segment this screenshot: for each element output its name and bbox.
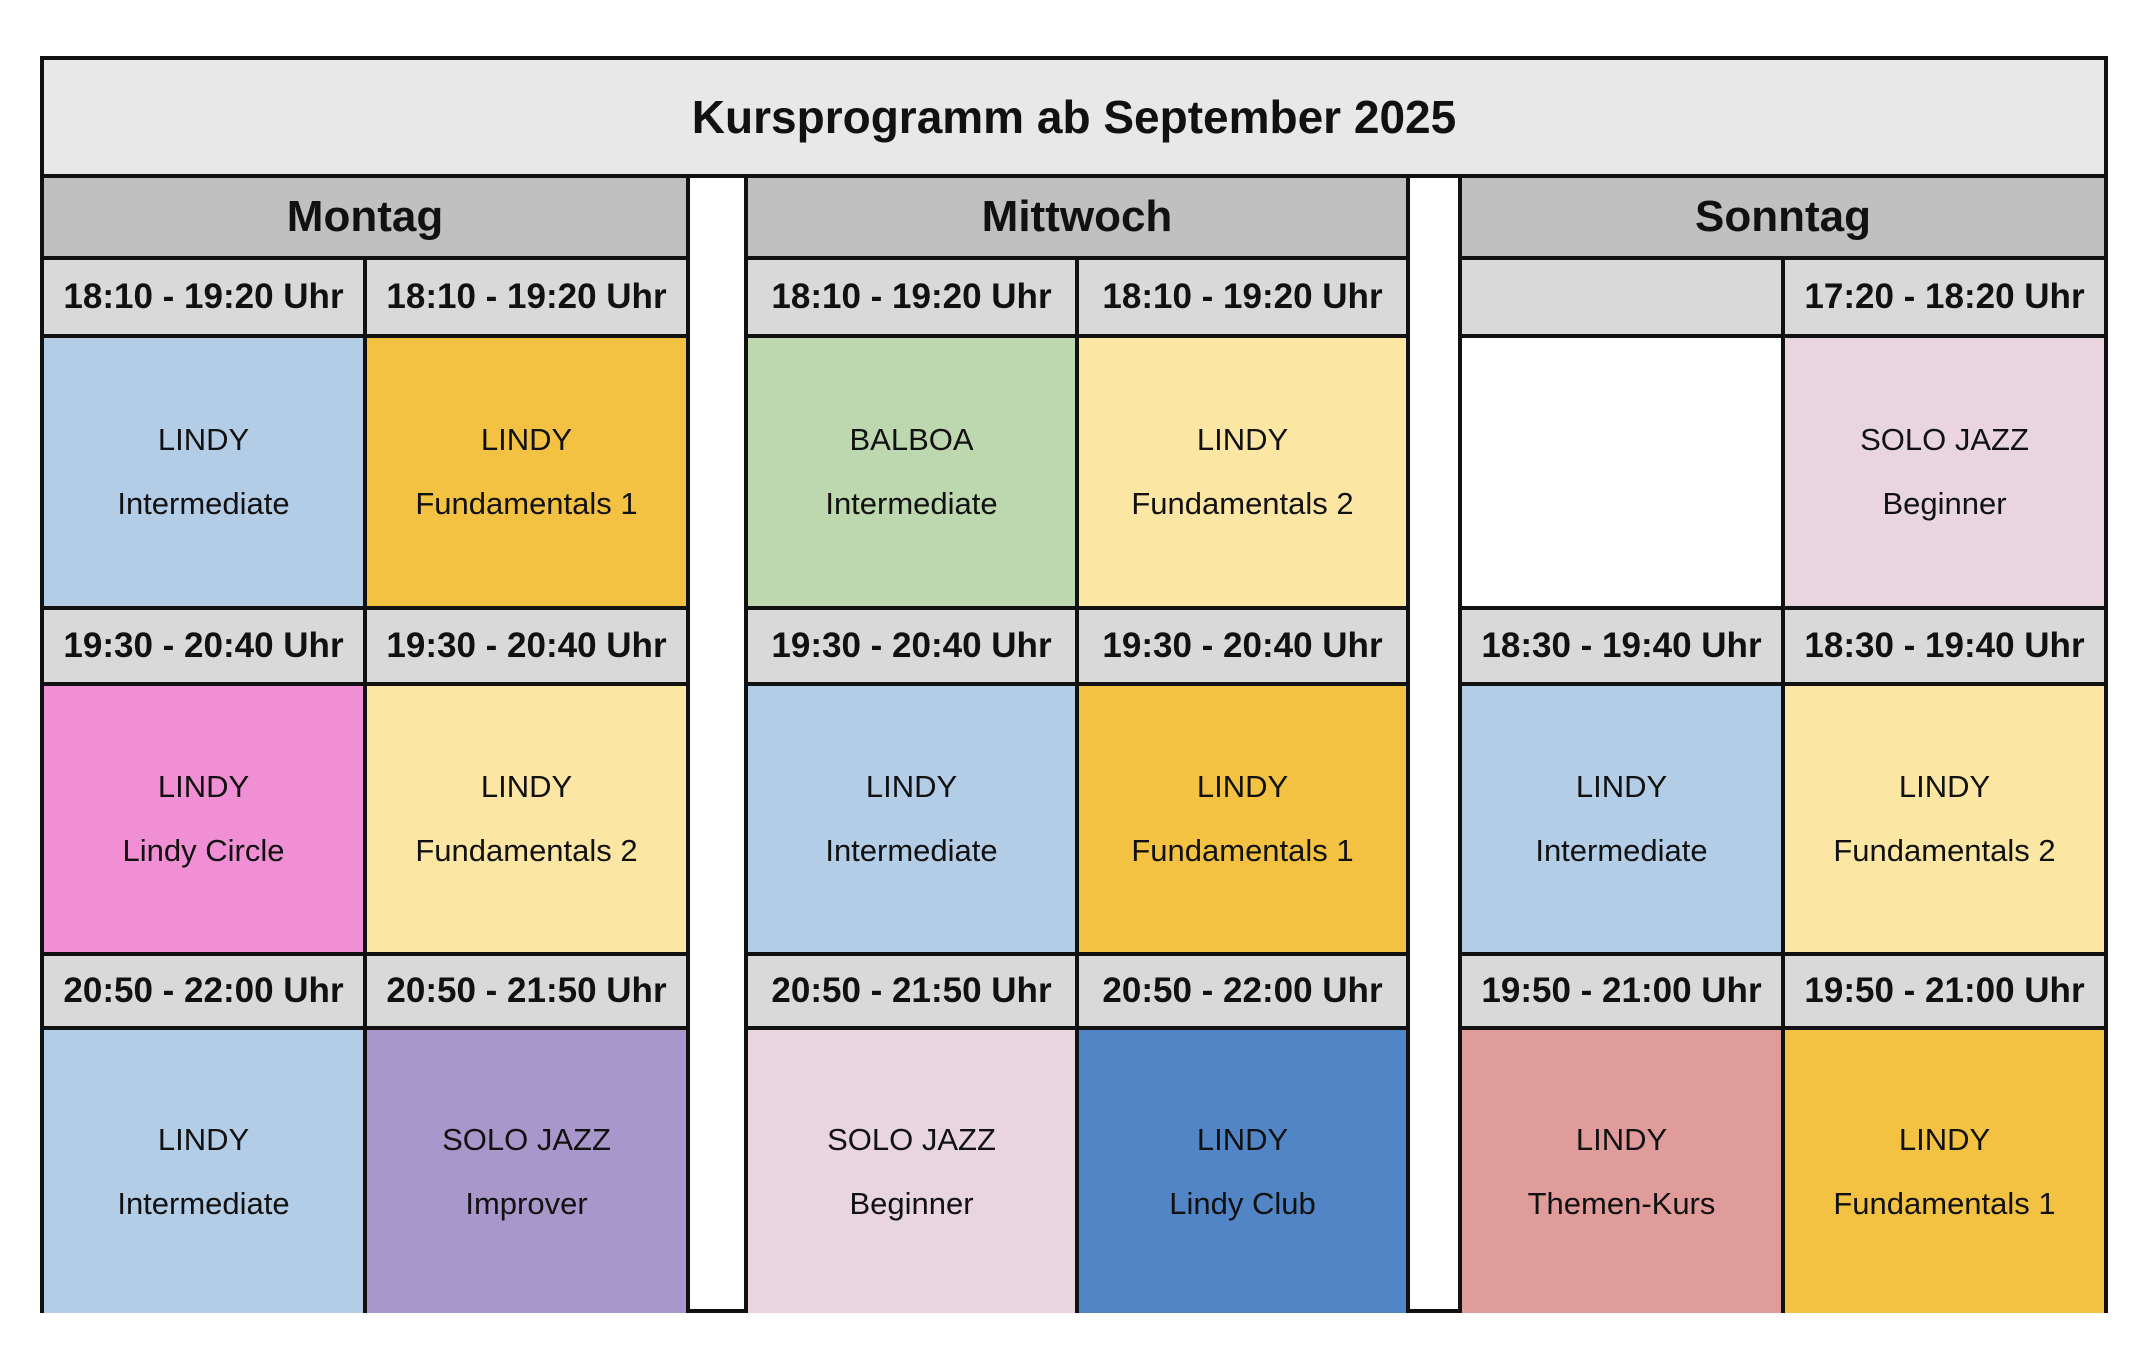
time-slot: 20:50 - 21:50 Uhr [367, 956, 686, 1030]
column-divider [1781, 260, 1785, 1313]
course-style: LINDY [1575, 769, 1668, 804]
empty-slot [1462, 338, 1781, 610]
course-card [44, 338, 363, 610]
time-slot: 18:10 - 19:20 Uhr [44, 260, 363, 338]
course-card [1785, 338, 2104, 610]
time-slot: 19:50 - 21:00 Uhr [1462, 956, 1781, 1030]
course-style: LINDY [1575, 1121, 1668, 1157]
course-level: Intermediate [117, 486, 290, 521]
time-slot: 19:30 - 20:40 Uhr [367, 610, 686, 686]
course-level: Fundamentals 1 [1833, 1185, 2056, 1221]
course-style: SOLO JAZZ [1860, 422, 2029, 457]
day-heading: Montag [44, 178, 686, 260]
column-divider [363, 260, 367, 1313]
course-card [1785, 1030, 2104, 1313]
course-card [1079, 686, 1406, 956]
course-style: SOLO JAZZ [827, 1121, 996, 1157]
course-level: Intermediate [1535, 833, 1708, 868]
day-column-sonntag [1462, 178, 2104, 1313]
course-card [367, 338, 686, 610]
course-style: LINDY [1898, 1121, 1991, 1157]
time-slot: 18:30 - 19:40 Uhr [1785, 610, 2104, 686]
course-style: LINDY [480, 769, 573, 804]
course-level: Fundamentals 2 [1833, 833, 2056, 868]
course-style: SOLO JAZZ [442, 1121, 611, 1157]
course-level: Beginner [849, 1185, 974, 1221]
course-level: Fundamentals 1 [415, 486, 638, 521]
time-slot: 20:50 - 22:00 Uhr [1079, 956, 1406, 1030]
course-card [1079, 1030, 1406, 1313]
course-style: LINDY [480, 422, 573, 457]
course-style: LINDY [157, 422, 250, 457]
day-heading: Sonntag [1462, 178, 2104, 260]
day-column-montag [44, 178, 686, 1313]
time-slot: 19:30 - 20:40 Uhr [748, 610, 1075, 686]
time-slot: 19:30 - 20:40 Uhr [44, 610, 363, 686]
time-slot: 19:30 - 20:40 Uhr [1079, 610, 1406, 686]
course-card [748, 1030, 1075, 1313]
course-level: Fundamentals 2 [1131, 486, 1354, 521]
day-border [1458, 178, 1462, 1313]
course-level: Themen-Kurs [1527, 1185, 1716, 1221]
time-slot: 19:50 - 21:00 Uhr [1785, 956, 2104, 1030]
course-level: Intermediate [825, 833, 998, 868]
course-card [748, 686, 1075, 956]
course-level: Lindy Club [1169, 1185, 1316, 1221]
course-style: LINDY [1196, 1121, 1289, 1157]
time-slot: 20:50 - 22:00 Uhr [44, 956, 363, 1030]
column-divider [1075, 260, 1079, 1313]
time-slot: 18:30 - 19:40 Uhr [1462, 610, 1781, 686]
day-heading: Mittwoch [748, 178, 1406, 260]
course-level: Beginner [1882, 486, 2007, 521]
day-border [1406, 178, 1410, 1313]
time-slot: 20:50 - 21:50 Uhr [748, 956, 1075, 1030]
course-card [1462, 686, 1781, 956]
course-card [1462, 1030, 1781, 1313]
schedule-title: Kursprogramm ab September 2025 [44, 60, 2104, 178]
course-level: Lindy Circle [122, 833, 285, 868]
course-style: BALBOA [849, 422, 974, 457]
course-level: Intermediate [117, 1185, 290, 1221]
time-slot [1462, 260, 1781, 338]
course-card [1785, 686, 2104, 956]
course-style: LINDY [157, 769, 250, 804]
course-level: Improver [465, 1185, 588, 1221]
course-level: Intermediate [825, 486, 998, 521]
course-level: Fundamentals 2 [415, 833, 638, 868]
schedule-frame [40, 56, 2108, 1313]
course-level: Fundamentals 1 [1131, 833, 1354, 868]
course-card [748, 338, 1075, 610]
course-card [44, 686, 363, 956]
course-card [1079, 338, 1406, 610]
course-style: LINDY [157, 1121, 250, 1157]
time-slot: 17:20 - 18:20 Uhr [1785, 260, 2104, 338]
time-slot: 18:10 - 19:20 Uhr [748, 260, 1075, 338]
course-style: LINDY [1898, 769, 1991, 804]
time-slot: 18:10 - 19:20 Uhr [1079, 260, 1406, 338]
course-card [367, 686, 686, 956]
course-style: LINDY [1196, 422, 1289, 457]
day-border [744, 178, 748, 1313]
course-style: LINDY [1196, 769, 1289, 804]
day-border [686, 178, 690, 1313]
day-column-mittwoch [748, 178, 1406, 1313]
course-card [44, 1030, 363, 1313]
course-card [367, 1030, 686, 1313]
course-style: LINDY [865, 769, 958, 804]
time-slot: 18:10 - 19:20 Uhr [367, 260, 686, 338]
